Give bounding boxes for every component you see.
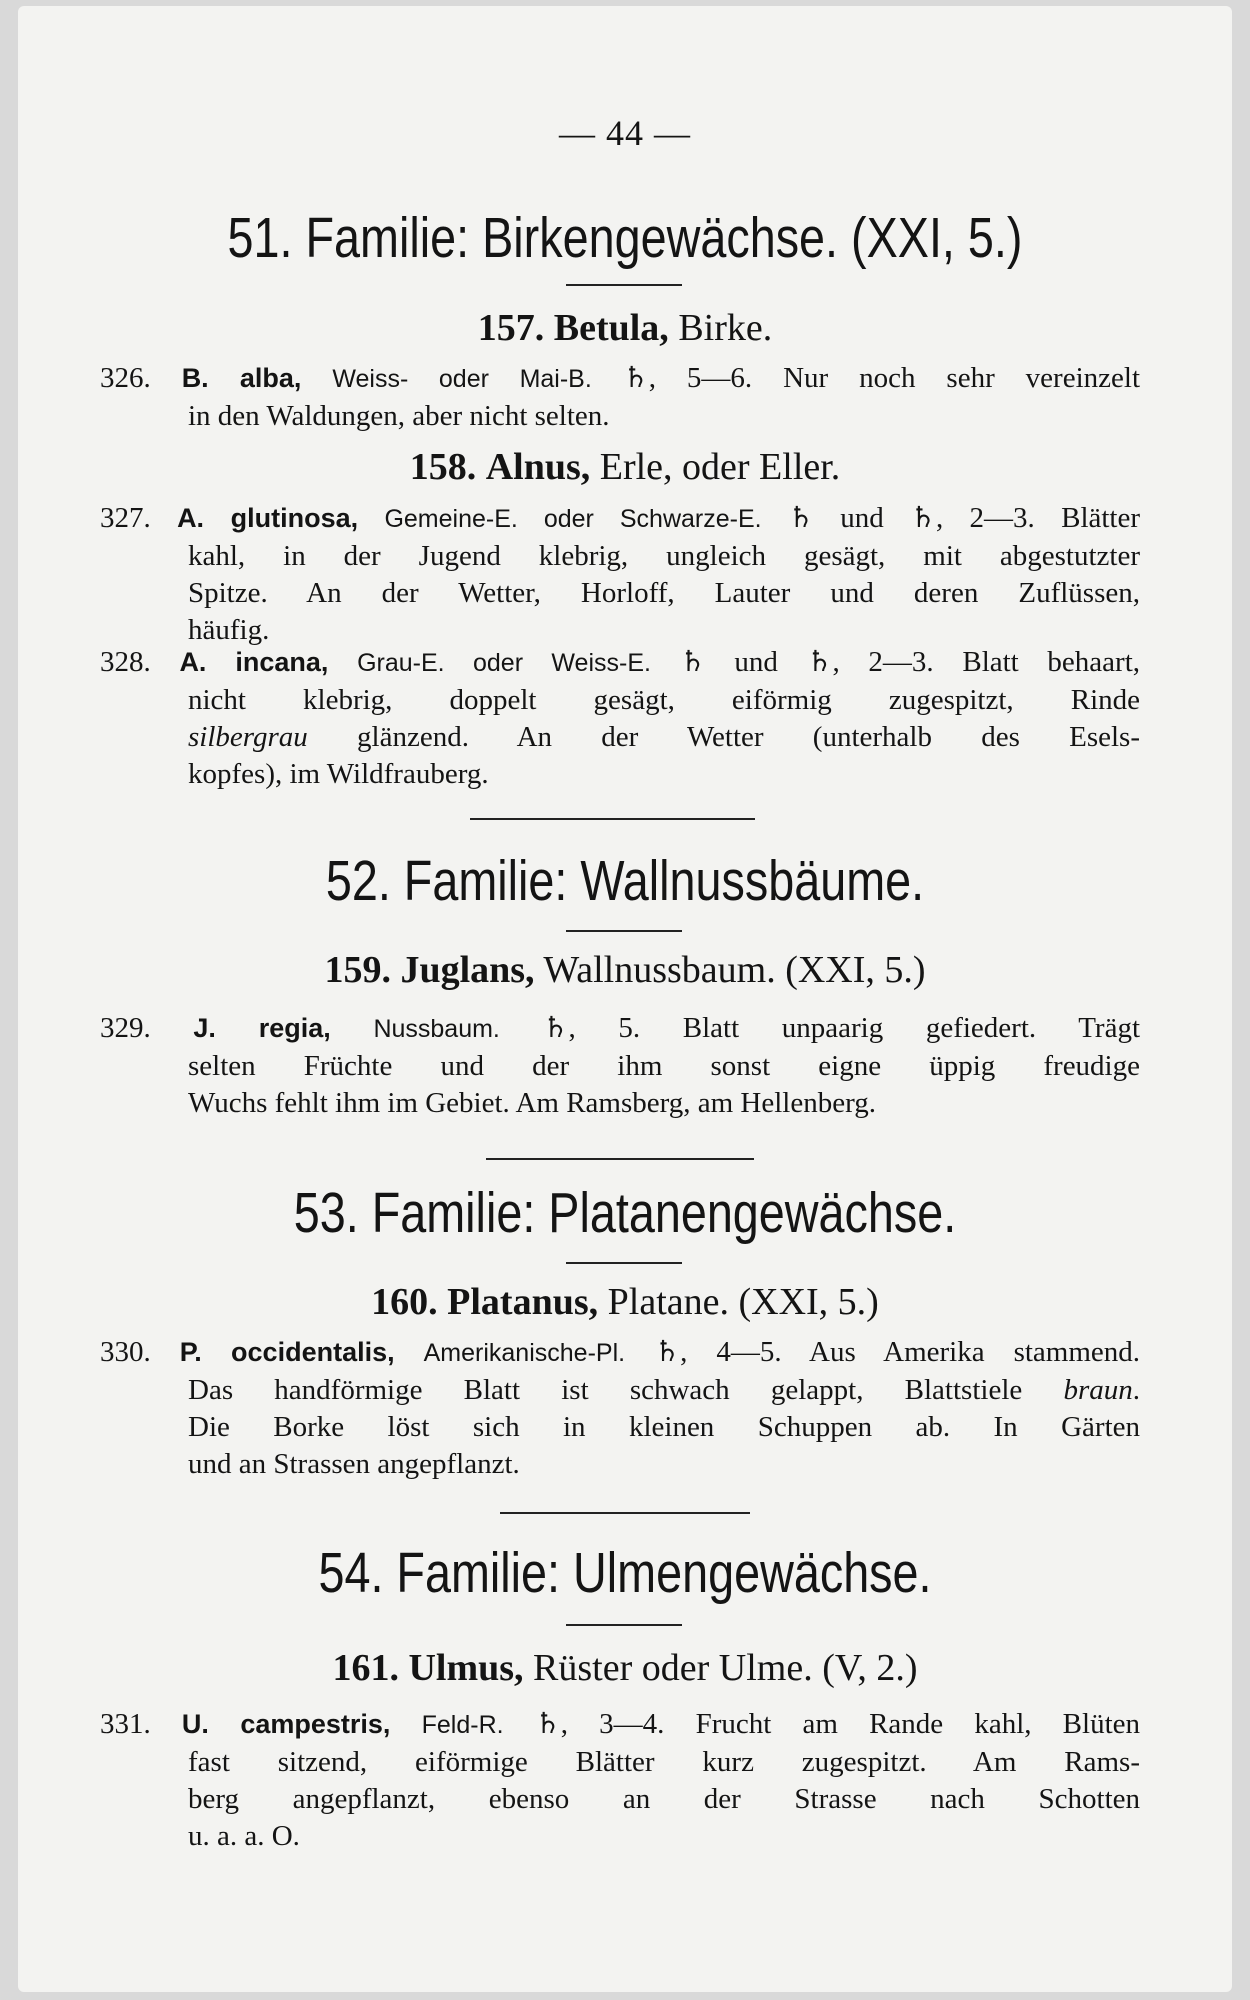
divider	[566, 930, 682, 932]
family-heading: 52. Familie: Wallnussbäume.	[325, 849, 925, 913]
genus-heading: 158. Alnus, Erle, oder Eller.	[409, 446, 841, 488]
species-entry: 329. J. regia, Nussbaum. ♄, 5. Blatt unpaarig gefiedert. Trägt selten Früchte und der ihm sonst eigne üppig freudige Wuchs fehlt ihm im Gebiet. Am Ramsberg, am Hellenberg.	[100, 1012, 1141, 1119]
species-entry: 331. U. campestris, Feld-R. ♄, 3—4. Frucht am Rande kahl, Blüten fast sitzend, eiförmige Blätter kurz zugespitzt. Am Rams- berg angepflanzt, ebenso an der Strasse nach Schotten u. a. a. O.	[100, 1708, 1141, 1852]
page-number: — 44 —	[559, 113, 691, 153]
section-divider	[500, 1512, 750, 1514]
italic-term: silbergrau	[188, 721, 308, 753]
species-entry: 326. B. alba, Weiss- oder Mai-B. ♄, 5—6. Nur noch sehr vereinzelt in den Waldungen, aber nicht selten.	[100, 362, 1140, 432]
section-divider	[470, 818, 755, 820]
book-page	[18, 6, 1232, 1992]
genus-heading: 159. Juglans, Wallnussbaum. (XXI, 5.)	[324, 949, 926, 991]
divider	[566, 1262, 682, 1264]
divider	[566, 284, 682, 286]
species-entry: 327. A. glutinosa, Gemeine-E. oder Schwarze-E. ♄ und ♄, 2—3. Blätter kahl, in der Jugend klebrig, ungleich gesägt, mit abgestutzter Spitze. An der Wetter, Horloff, Lauter und deren Zuflüssen, häufig.	[100, 502, 1141, 646]
species-entry: 330. P. occidentalis, Amerikanische-Pl. ♄, 4—5. Aus Amerika stammend. Das handförmige Blatt ist schwach gelappt, Blattstiele braun. Die Borke löst sich in kleinen Schuppen ab. In Gärten und an Strassen angepflanzt.	[100, 1336, 1141, 1480]
divider	[566, 1624, 682, 1626]
family-heading: 53. Familie: Platanengewächse.	[293, 1181, 957, 1245]
genus-heading: 160. Platanus, Platane. (XXI, 5.)	[371, 1281, 879, 1323]
family-heading: 51. Familie: Birkengewächse. (XXI, 5.)	[227, 206, 1023, 270]
genus-heading: 161. Ulmus, Rüster oder Ulme. (V, 2.)	[332, 1647, 918, 1689]
family-heading: 54. Familie: Ulmengewächse.	[318, 1541, 932, 1605]
genus-heading: 157. Betula, Birke.	[477, 307, 773, 349]
section-divider	[486, 1158, 754, 1160]
italic-term: braun	[1063, 1374, 1133, 1406]
species-entry: 328. A. incana, Grau-E. oder Weiss-E. ♄ und ♄, 2—3. Blatt behaart, nicht klebrig, doppelt gesägt, eiförmig zugespitzt, Rinde silbergrau glänzend. An der Wetter (unterhalb des Esels- kopfes), im Wildfrauberg.	[100, 646, 1140, 790]
